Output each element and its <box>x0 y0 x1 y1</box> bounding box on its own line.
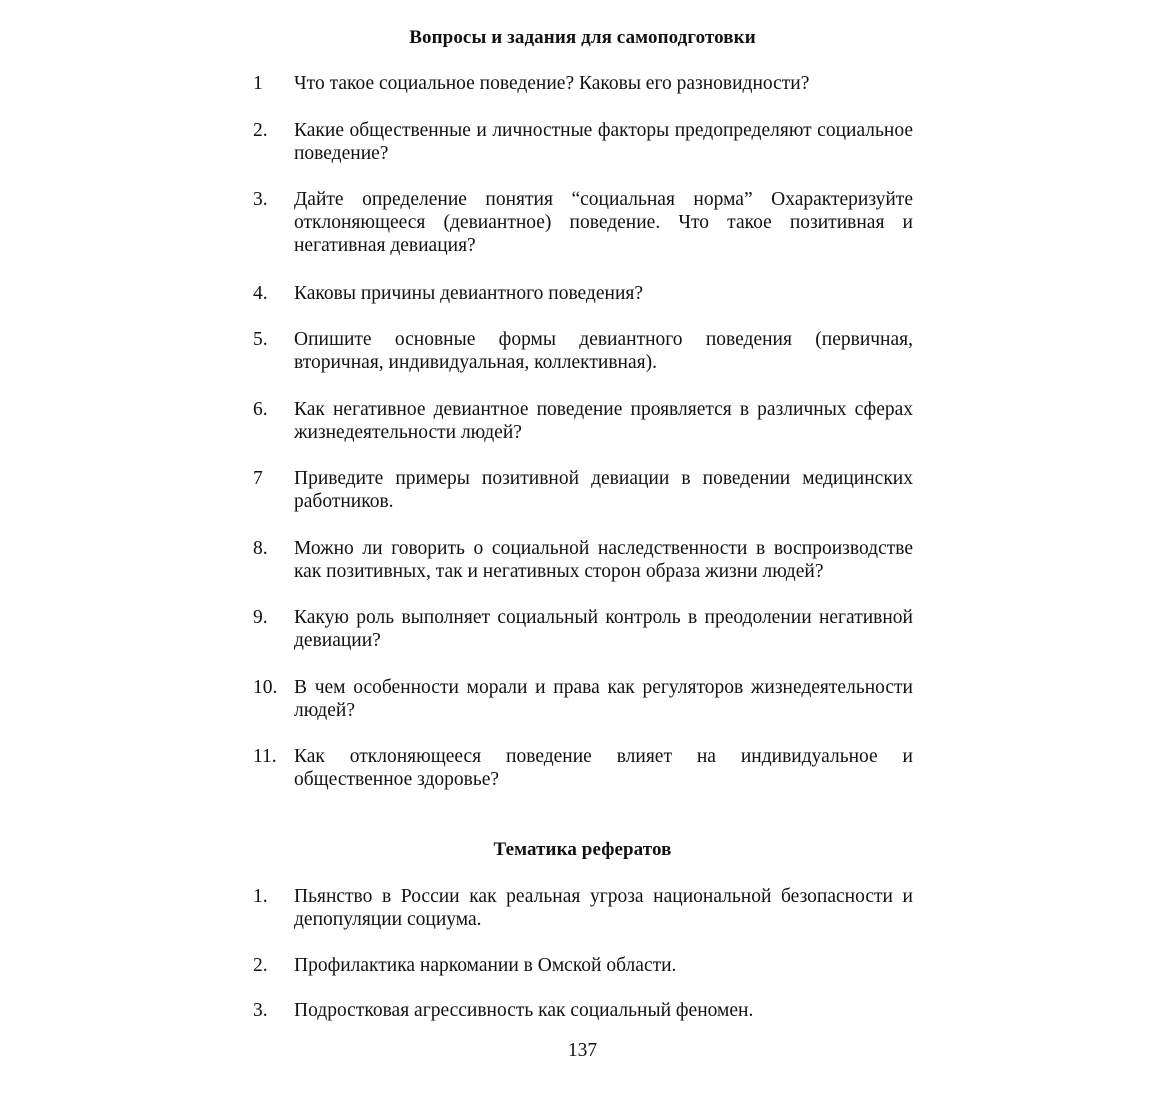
list-item <box>253 72 913 95</box>
item-number: 8. <box>253 538 268 559</box>
list-item <box>253 745 913 791</box>
item-number: 9. <box>253 607 268 628</box>
item-number: 3. <box>253 189 268 210</box>
item-number: 3. <box>253 1000 268 1021</box>
list-item <box>253 606 913 652</box>
item-text: Подростковая агрессивность как социальный феномен. <box>294 1000 754 1021</box>
list-item <box>253 328 913 374</box>
item-text: Как негативное девиантное поведение проявляется в различных сферах жизнедеятельности людей? <box>294 399 913 443</box>
list-item <box>253 537 913 583</box>
item-number: 5. <box>253 329 268 350</box>
item-text: Каковы причины девиантного поведения? <box>294 283 644 304</box>
list-item <box>253 999 913 1022</box>
item-text: Приведите примеры позитивной девиации в поведении медицинских работников. <box>294 468 913 512</box>
list-item <box>253 885 913 931</box>
list-item <box>253 954 913 977</box>
item-number: 1 <box>253 73 263 94</box>
list-item <box>253 119 913 165</box>
section-title-questions: Вопросы и задания для самоподготовки <box>409 27 756 48</box>
item-text: Дайте определение понятия “социальная норма” Охарактеризуйте отклоняющееся (девиантное) поведение. Что такое позитивная и негативная девиация? <box>294 189 913 256</box>
item-number: 2. <box>253 955 268 976</box>
item-number: 2. <box>253 120 268 141</box>
list-item <box>253 398 913 444</box>
item-text: Что такое социальное поведение? Каковы его разновидности? <box>294 73 810 94</box>
item-text: Можно ли говорить о социальной наследственности в воспроизводстве как позитивных, так и негативных сторон образа жизни людей? <box>294 538 913 582</box>
item-number: 10. <box>253 677 278 698</box>
section-title-essays: Тематика рефератов <box>493 839 672 860</box>
item-text: Пьянство в России как реальная угроза национальной безопасности и депопуляции социума. <box>294 886 913 930</box>
item-text: Какую роль выполняет социальный контроль в преодолении негативной девиации? <box>294 607 913 651</box>
list-item <box>253 282 913 305</box>
list-item <box>253 676 913 722</box>
item-text: Какие общественные и личностные факторы предопределяют социальное поведение? <box>294 120 913 164</box>
item-number: 11. <box>253 746 277 767</box>
item-number: 6. <box>253 399 268 420</box>
list-item <box>253 467 913 513</box>
item-number: 4. <box>253 283 268 304</box>
item-text: Опишите основные формы девиантного поведения (первичная, вторичная, индивидуальная, коллективная). <box>294 329 913 373</box>
item-text: Как отклоняющееся поведение влияет на индивидуальное и общественное здоровье? <box>294 746 913 790</box>
list-item <box>253 188 913 257</box>
item-text: В чем особенности морали и права как регуляторов жизнедеятельности людей? <box>294 677 913 721</box>
page-number: 137 <box>567 1040 598 1061</box>
item-number: 1. <box>253 886 268 907</box>
item-number: 7 <box>253 468 263 489</box>
item-text: Профилактика наркомании в Омской области. <box>294 955 677 976</box>
